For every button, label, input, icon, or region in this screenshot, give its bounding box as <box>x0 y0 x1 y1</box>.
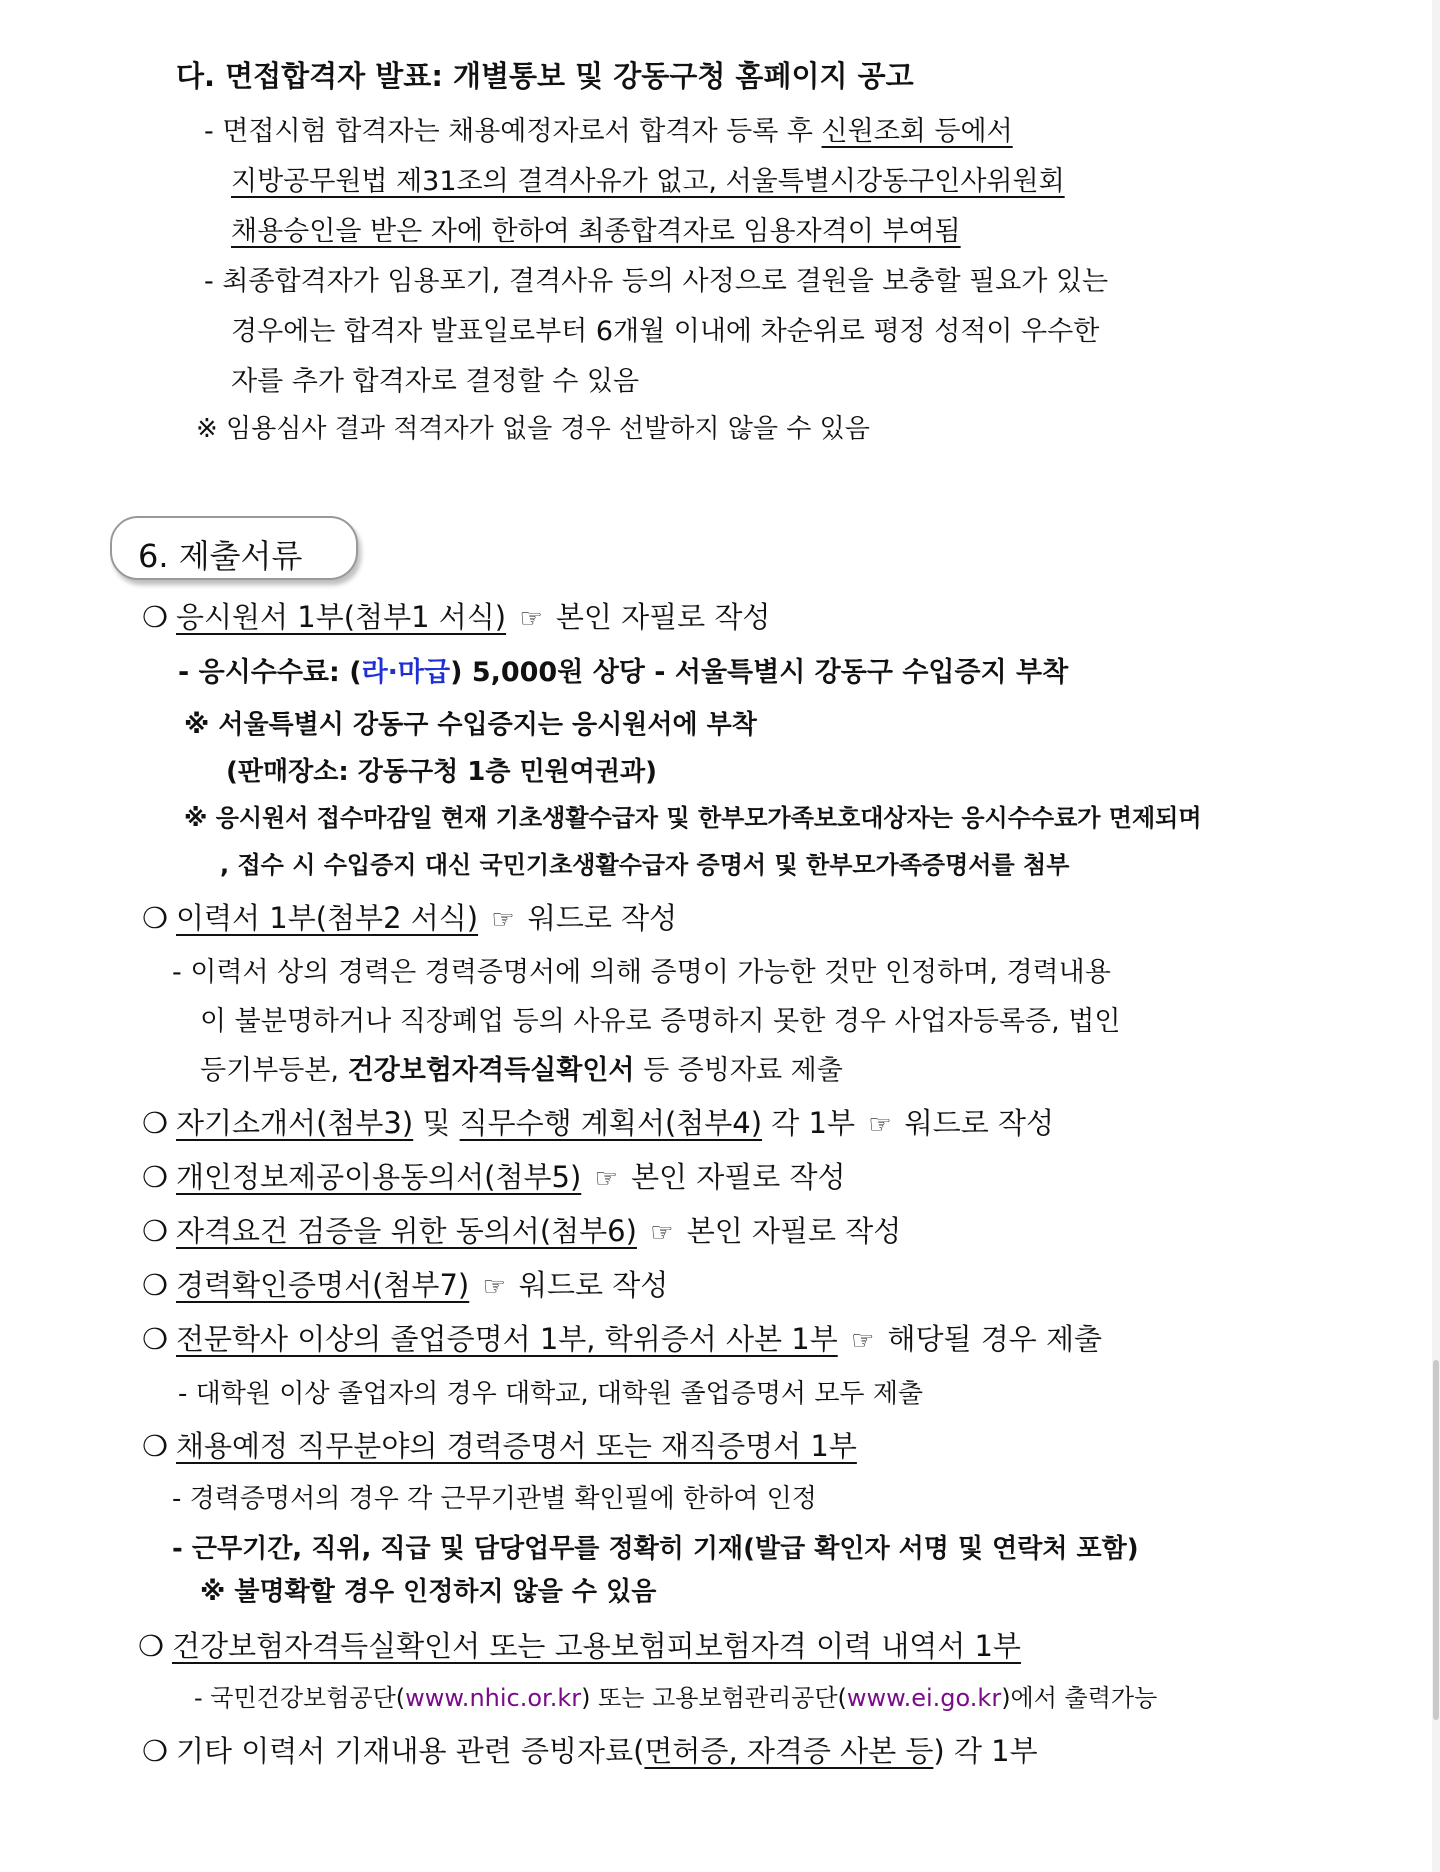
da-line-4: - 최종합격자가 임용포기, 결격사유 등의 사정으로 결원을 보충할 필요가 있는 <box>204 266 1109 297</box>
nhic-link[interactable]: www.nhic.or.kr <box>405 1684 582 1712</box>
fee-grade: 라·마급 <box>361 657 451 688</box>
item-verification-consent: ❍ 자격요건 검증을 위한 동의서(첨부6) ☞ 본인 자필로 작성 <box>142 1214 902 1248</box>
bullet-circle-icon: ❍ <box>142 901 168 935</box>
fee-line: - 응시수수료: (라·마급) 5,000원 상당 - 서울특별시 강동구 수입증지 부착 <box>178 657 1069 688</box>
item-other-evidence: ❍ 기타 이력서 기재내용 관련 증빙자료(면허증, 자격증 사본 등) 각 1부 <box>142 1734 1038 1768</box>
da-line-6: 자를 추가 합격자로 결정할 수 있음 <box>231 366 640 397</box>
career-sub-1: - 경력증명서의 경우 각 근무기관별 확인필에 한하여 인정 <box>172 1484 817 1514</box>
scrollbar-thumb[interactable] <box>1433 1360 1439 1720</box>
fee-note-1b: (판매장소: 강동구청 1층 민원여권과) <box>226 757 658 787</box>
da-note: ※ 임용심사 결과 적격자가 없을 경우 선발하지 않을 수 있음 <box>196 414 870 444</box>
da-line-5: 경우에는 합격자 발표일로부터 6개월 이내에 차순위로 평정 성적이 우수한 <box>231 316 1100 347</box>
da-line-2: 지방공무원법 제31조의 결격사유가 없고, 서울특별시강동구인사위원회 <box>231 166 1065 197</box>
pointing-hand-icon: ☞ <box>482 1272 506 1302</box>
bullet-circle-icon: ❍ <box>142 600 168 634</box>
pointing-hand-icon: ☞ <box>650 1218 674 1248</box>
da-line-1: - 면접시험 합격자는 채용예정자로서 합격자 등록 후 신원조회 등에서 <box>204 116 1013 147</box>
bullet-circle-icon: ❍ <box>142 1268 168 1302</box>
bullet-circle-icon: ❍ <box>142 1160 168 1194</box>
item-application-form: ❍ 응시원서 1부(첨부1 서식) ☞ 본인 자필로 작성 <box>142 600 771 634</box>
item-graduation-cert: ❍ 전문학사 이상의 졸업증명서 1부, 학위증서 사본 1부 ☞ 해당될 경우 제출 <box>142 1322 1103 1356</box>
career-sub-3: ※ 불명확할 경우 인정하지 않을 수 있음 <box>200 1577 657 1607</box>
item-career-confirmation: ❍ 경력확인증명서(첨부7) ☞ 워드로 작성 <box>142 1268 669 1302</box>
item-privacy-consent: ❍ 개인정보제공이용동의서(첨부5) ☞ 본인 자필로 작성 <box>142 1160 846 1194</box>
fee-note-2a: ※ 응시원서 접수마감일 현재 기초생활수급자 및 한부모가족보호대상자는 응시수수료가 면제되며 <box>184 804 1202 832</box>
bullet-circle-icon: ❍ <box>142 1214 168 1248</box>
insurance-sub: - 국민건강보험공단(www.nhic.or.kr) 또는 고용보험관리공단(www.ei.go.kr)에서 출력가능 <box>194 1684 1158 1712</box>
graduation-sub: - 대학원 이상 졸업자의 경우 대학교, 대학원 졸업증명서 모두 제출 <box>178 1379 924 1409</box>
fee-note-2b: , 접수 시 수입증지 대신 국민기초생활수급자 증명서 및 한부모가족증명서를 첨부 <box>220 851 1070 879</box>
resume-line-2: 이 불분명하거나 직장폐업 등의 사유로 증명하지 못한 경우 사업자등록증, 법인 <box>200 1006 1121 1037</box>
section-da-title: 다. 면접합격자 발표: 개별통보 및 강동구청 홈페이지 공고 <box>176 59 914 93</box>
fee-note-1a: ※ 서울특별시 강동구 수입증지는 응시원서에 부착 <box>184 710 757 740</box>
pointing-hand-icon: ☞ <box>519 604 543 634</box>
item-resume: ❍ 이력서 1부(첨부2 서식) ☞ 워드로 작성 <box>142 901 678 935</box>
bullet-circle-icon: ❍ <box>142 1106 168 1140</box>
item-career-cert: ❍ 채용예정 직무분야의 경력증명서 또는 재직증명서 1부 <box>142 1429 857 1463</box>
item-self-intro: ❍ 자기소개서(첨부3) 및 직무수행 계획서(첨부4) 각 1부 ☞ 워드로 작성 <box>142 1106 1055 1140</box>
resume-line-1: - 이력서 상의 경력은 경력증명서에 의해 증명이 가능한 것만 인정하며, 경력내용 <box>172 957 1111 988</box>
pointing-hand-icon: ☞ <box>850 1326 875 1356</box>
pointing-hand-icon: ☞ <box>491 905 515 935</box>
section-6-title: 6. 제출서류 <box>138 537 303 575</box>
pointing-hand-icon: ☞ <box>594 1164 618 1194</box>
da-line-3: 채용승인을 받은 자에 한하여 최종합격자로 임용자격이 부여됨 <box>231 216 961 247</box>
scrollbar-track[interactable] <box>1432 0 1440 1872</box>
ei-link[interactable]: www.ei.go.kr <box>846 1684 1002 1712</box>
bullet-circle-icon: ❍ <box>142 1429 168 1463</box>
bullet-circle-icon: ❍ <box>142 1734 168 1768</box>
career-sub-2: - 근무기간, 직위, 직급 및 담당업무를 정확히 기재(발급 확인자 서명 및 연락처 포함) <box>172 1534 1139 1564</box>
section-6-header <box>110 516 358 580</box>
bullet-circle-icon: ❍ <box>142 1322 168 1356</box>
bullet-circle-icon: ❍ <box>138 1629 164 1663</box>
resume-line-3: 등기부등본, 건강보험자격득실확인서 등 증빙자료 제출 <box>200 1055 843 1086</box>
pointing-hand-icon: ☞ <box>868 1110 892 1140</box>
item-insurance-cert: ❍ 건강보험자격득실확인서 또는 고용보험피보험자격 이력 내역서 1부 <box>138 1629 1021 1663</box>
